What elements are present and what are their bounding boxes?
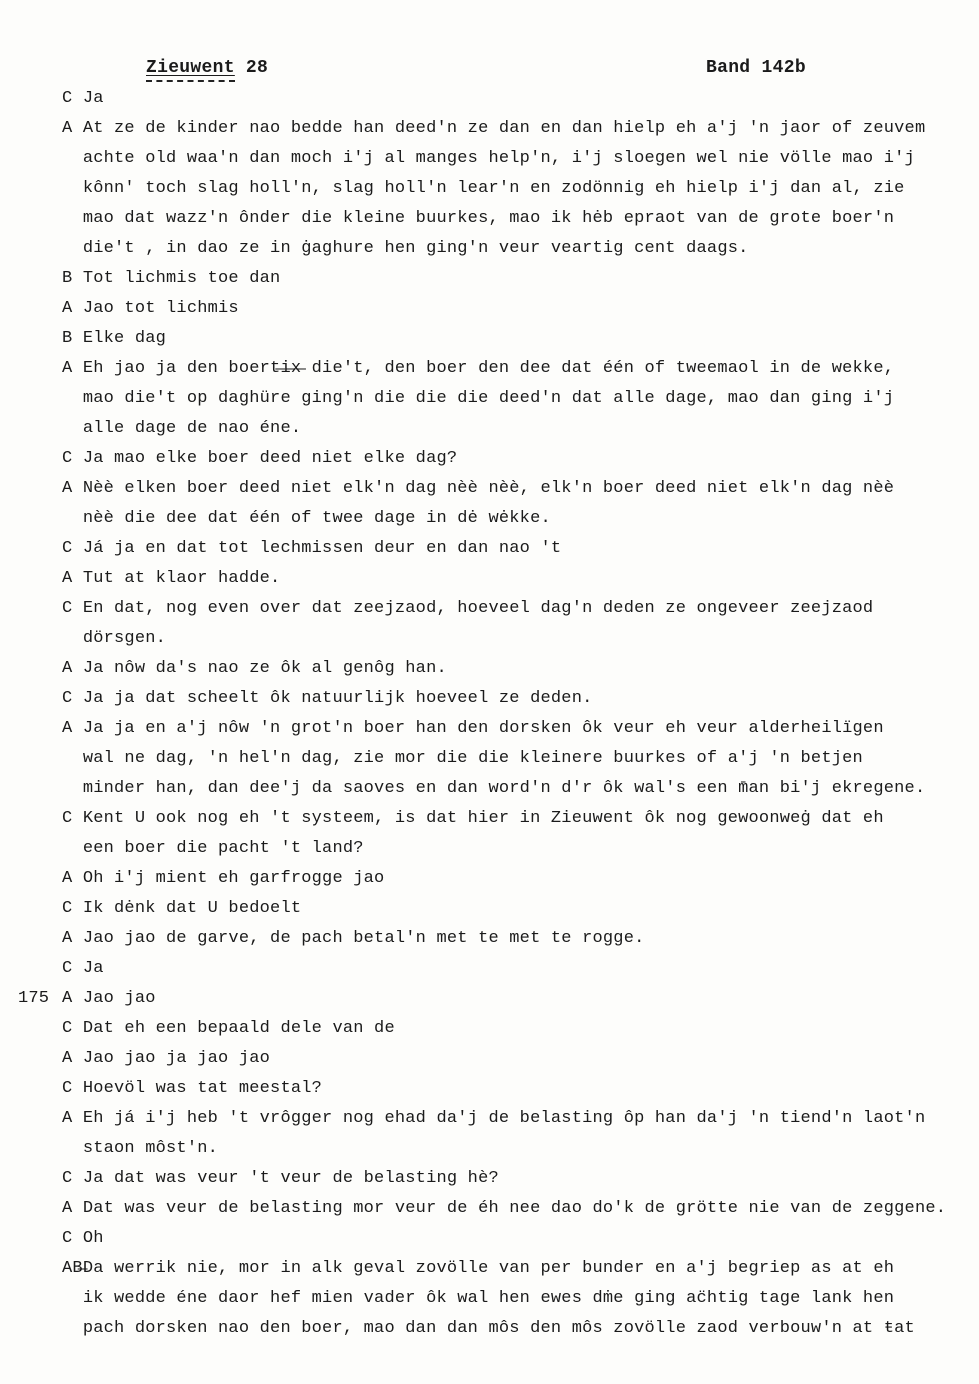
speaker-label: C [62,809,83,828]
transcript [18,84,962,1344]
speaker-label [62,1289,83,1308]
utterance-text: kônn' toch slag holl'n, slag holl'n lear'n en zodönnig eh hielp i'j dan al, zie [82,179,905,198]
transcript-line [18,984,962,1014]
utterance-text: een boer die pacht 't land? [82,839,364,858]
transcript-line [62,504,962,534]
utterance-text: Jao jao [82,989,156,1008]
utterance-text: Já ja en dat tot lechmissen deur en dan nao 't [82,539,562,558]
utterance-text: Jao jao de garve, de pach betal'n met te met te rogge. [82,929,645,948]
utterance-text: staon môst'n. [82,1139,219,1158]
speaker-label: A [62,479,83,498]
utterance-text: nèè die dee dat één of twee dage in dė wėkke. [82,509,551,528]
document-title-number: 28 [234,58,269,78]
speaker-label: C [62,959,83,978]
speaker-label [62,749,83,768]
transcript-line [62,804,962,834]
utterance-text: Ja ja dat scheelt ôk natuurlijk hoeveel ze deden. [82,689,593,708]
transcript-line [62,144,962,174]
speaker-label [62,389,83,408]
transcript-line [62,594,962,624]
utterance-text: Dat was veur de belasting mor veur de éh nee dao do'k de grötte nie van de zeggene. [82,1199,947,1218]
utterance-text: Ja [82,959,104,978]
transcript-line [62,834,962,864]
speaker-label: A [62,929,83,948]
speaker-label: C [62,539,83,558]
speaker-label: A [62,1199,83,1218]
speaker-label: C [62,599,83,618]
document-title-place: Zieuwent [146,58,235,82]
utterance-text: Nèè elken boer deed niet elk'n dag nèè nèè, elk'n boer deed niet elk'n dag nèè [82,479,895,498]
speaker-label: AB̶ [62,1259,83,1278]
utterance-text: minder han, dan dee'j da saoves en dan word'n d'r ôk wal's een m̄an bi'j ekregene. [82,779,926,798]
transcript-line [62,714,962,744]
utterance-text: Oh i'j mient eh garfrogge jao [82,869,385,888]
transcript-line [62,1104,962,1134]
speaker-label [62,419,83,438]
utterance-text: ik wedde éne daor hef mien vader ôk wal hen ewes dṁe ging ac̈htig tage lank hen [82,1289,895,1308]
transcript-line [62,534,962,564]
utterance-text: Jao jao ja jao jao [82,1049,271,1068]
utterance-text: Eh já i'j heb 't vrôgger nog ehad da'j de belasting ôp han da'j 'n tiend'n laot'n [82,1109,926,1128]
utterance-text: En dat, nog even over dat zeejzaod, hoeveel dag'n deden ze ongeveer zeejzaod [82,599,874,618]
transcript-line [62,324,962,354]
transcript-line [62,924,962,954]
speaker-label: A [62,359,83,378]
transcript-line [62,654,962,684]
transcript-line [62,684,962,714]
transcript-line [62,1284,962,1314]
transcript-line [62,1074,962,1104]
margin-line-number: 175 [18,989,50,1008]
utterance-text: die't , in dao ze in ġaghure hen ging'n veur veartig cent daags. [82,239,749,258]
transcript-line [62,264,962,294]
speaker-label: A [62,719,83,738]
speaker-label [62,1139,83,1158]
utterance-text: Jao tot lichmis [82,299,239,318]
transcript-line [62,174,962,204]
utterance-text: Eh jao ja den boert̶i̶x̶ die't, den boer den dee dat één of tweemaol in de wekke, [82,359,895,378]
transcript-line [62,384,962,414]
transcript-line [62,84,962,114]
transcript-line [62,564,962,594]
speaker-label [62,209,83,228]
speaker-label: C [62,1019,83,1038]
transcript-line [62,774,962,804]
utterance-text: Dat eh een bepaald dele van de [82,1019,395,1038]
document-title [146,58,268,82]
speaker-label: A [62,119,83,138]
speaker-label [62,509,83,528]
utterance-text: Ja nôw da's nao ze ôk al genôg han. [82,659,447,678]
utterance-text: achte old waa'n dan moch i'j al manges help'n, i'j sloegen wel nie völle mao i'j [82,149,915,168]
transcript-line [62,1044,962,1074]
utterance-text: dörsgen. [82,629,167,648]
transcript-line [62,894,962,924]
utterance-text: Ja dat was veur 't veur de belasting hè? [82,1169,499,1188]
speaker-label [62,149,83,168]
speaker-label [62,239,83,258]
transcript-line [62,414,962,444]
transcript-line [62,114,962,144]
speaker-label [62,1319,83,1338]
speaker-label: A [62,869,83,888]
transcript-line [62,1014,962,1044]
transcript-line [62,1254,962,1284]
speaker-label: C [62,1169,83,1188]
speaker-label: A [62,569,83,588]
speaker-label: B [62,329,83,348]
utterance-text: Oh [82,1229,104,1248]
transcript-line [62,954,962,984]
transcript-line [62,1134,962,1164]
utterance-text: Kent U ook nog eh 't systeem, is dat hier in Zieuwent ôk nog gewoonweġ dat eh [82,809,884,828]
speaker-label [62,839,83,858]
speaker-label [62,179,83,198]
utterance-text: pach dorsken nao den boer, mao dan dan môs den môs zovölle zaod verbouw'n at ŧat [82,1319,915,1338]
speaker-label: A [62,1109,83,1128]
speaker-label: A [62,659,83,678]
transcript-line [62,744,962,774]
speaker-label: C [62,689,83,708]
utterance-text: Elke dag [82,329,167,348]
utterance-text: Da werrik nie, mor in alk geval zovölle van per bunder en a'j begriep as at eh [82,1259,895,1278]
speaker-label: A [62,989,83,1008]
speaker-label: A [62,1049,83,1068]
utterance-text: Ja ja en a'j nôw 'n grot'n boer han den dorsken ôk veur eh veur alderheilïgen [82,719,884,738]
utterance-text: mao dat wazz'n ônder die kleine buurkes, mao ik hėb epraot van de grote boer'n [82,209,895,228]
transcript-line [62,1314,962,1344]
transcript-line [62,294,962,324]
utterance-text: Ja mao elke boer deed niet elke dag? [82,449,458,468]
transcript-line [62,204,962,234]
transcript-line [62,1164,962,1194]
speaker-label: C [62,899,83,918]
speaker-label [62,779,83,798]
speaker-label: C [62,1229,83,1248]
utterance-text: Hoevöl was tat meestal? [82,1079,323,1098]
page-header [0,58,979,84]
transcript-line [62,864,962,894]
utterance-text: At ze de kinder nao bedde han deed'n ze dan en dan hielp eh a'j 'n jaor of zeuvem [82,119,926,138]
transcript-line [62,624,962,654]
speaker-label: C [62,449,83,468]
utterance-text: Tut at klaor hadde. [82,569,281,588]
utterance-text: Ja [82,89,104,108]
speaker-label: B [62,269,83,288]
transcript-line [62,474,962,504]
speaker-label: C [62,1079,83,1098]
utterance-text: Tot lichmis toe dan [82,269,281,288]
utterance-text: wal ne dag, 'n hel'n dag, zie mor die die kleinere buurkes of a'j 'n betjen [82,749,863,768]
speaker-label [62,629,83,648]
utterance-text: mao die't op daghüre ging'n die die die deed'n dat alle dage, mao dan ging i'j [82,389,895,408]
speaker-label: C [62,89,83,108]
utterance-text: alle dage de nao éne. [82,419,302,438]
speaker-label: A [62,299,83,318]
transcript-line [62,1194,962,1224]
transcript-line [62,354,962,384]
band-label: Band 142b [706,58,806,78]
transcript-line [62,234,962,264]
utterance-text: Ik dėnk dat U bedoelt [82,899,302,918]
transcript-line [62,1224,962,1254]
transcript-line [62,444,962,474]
